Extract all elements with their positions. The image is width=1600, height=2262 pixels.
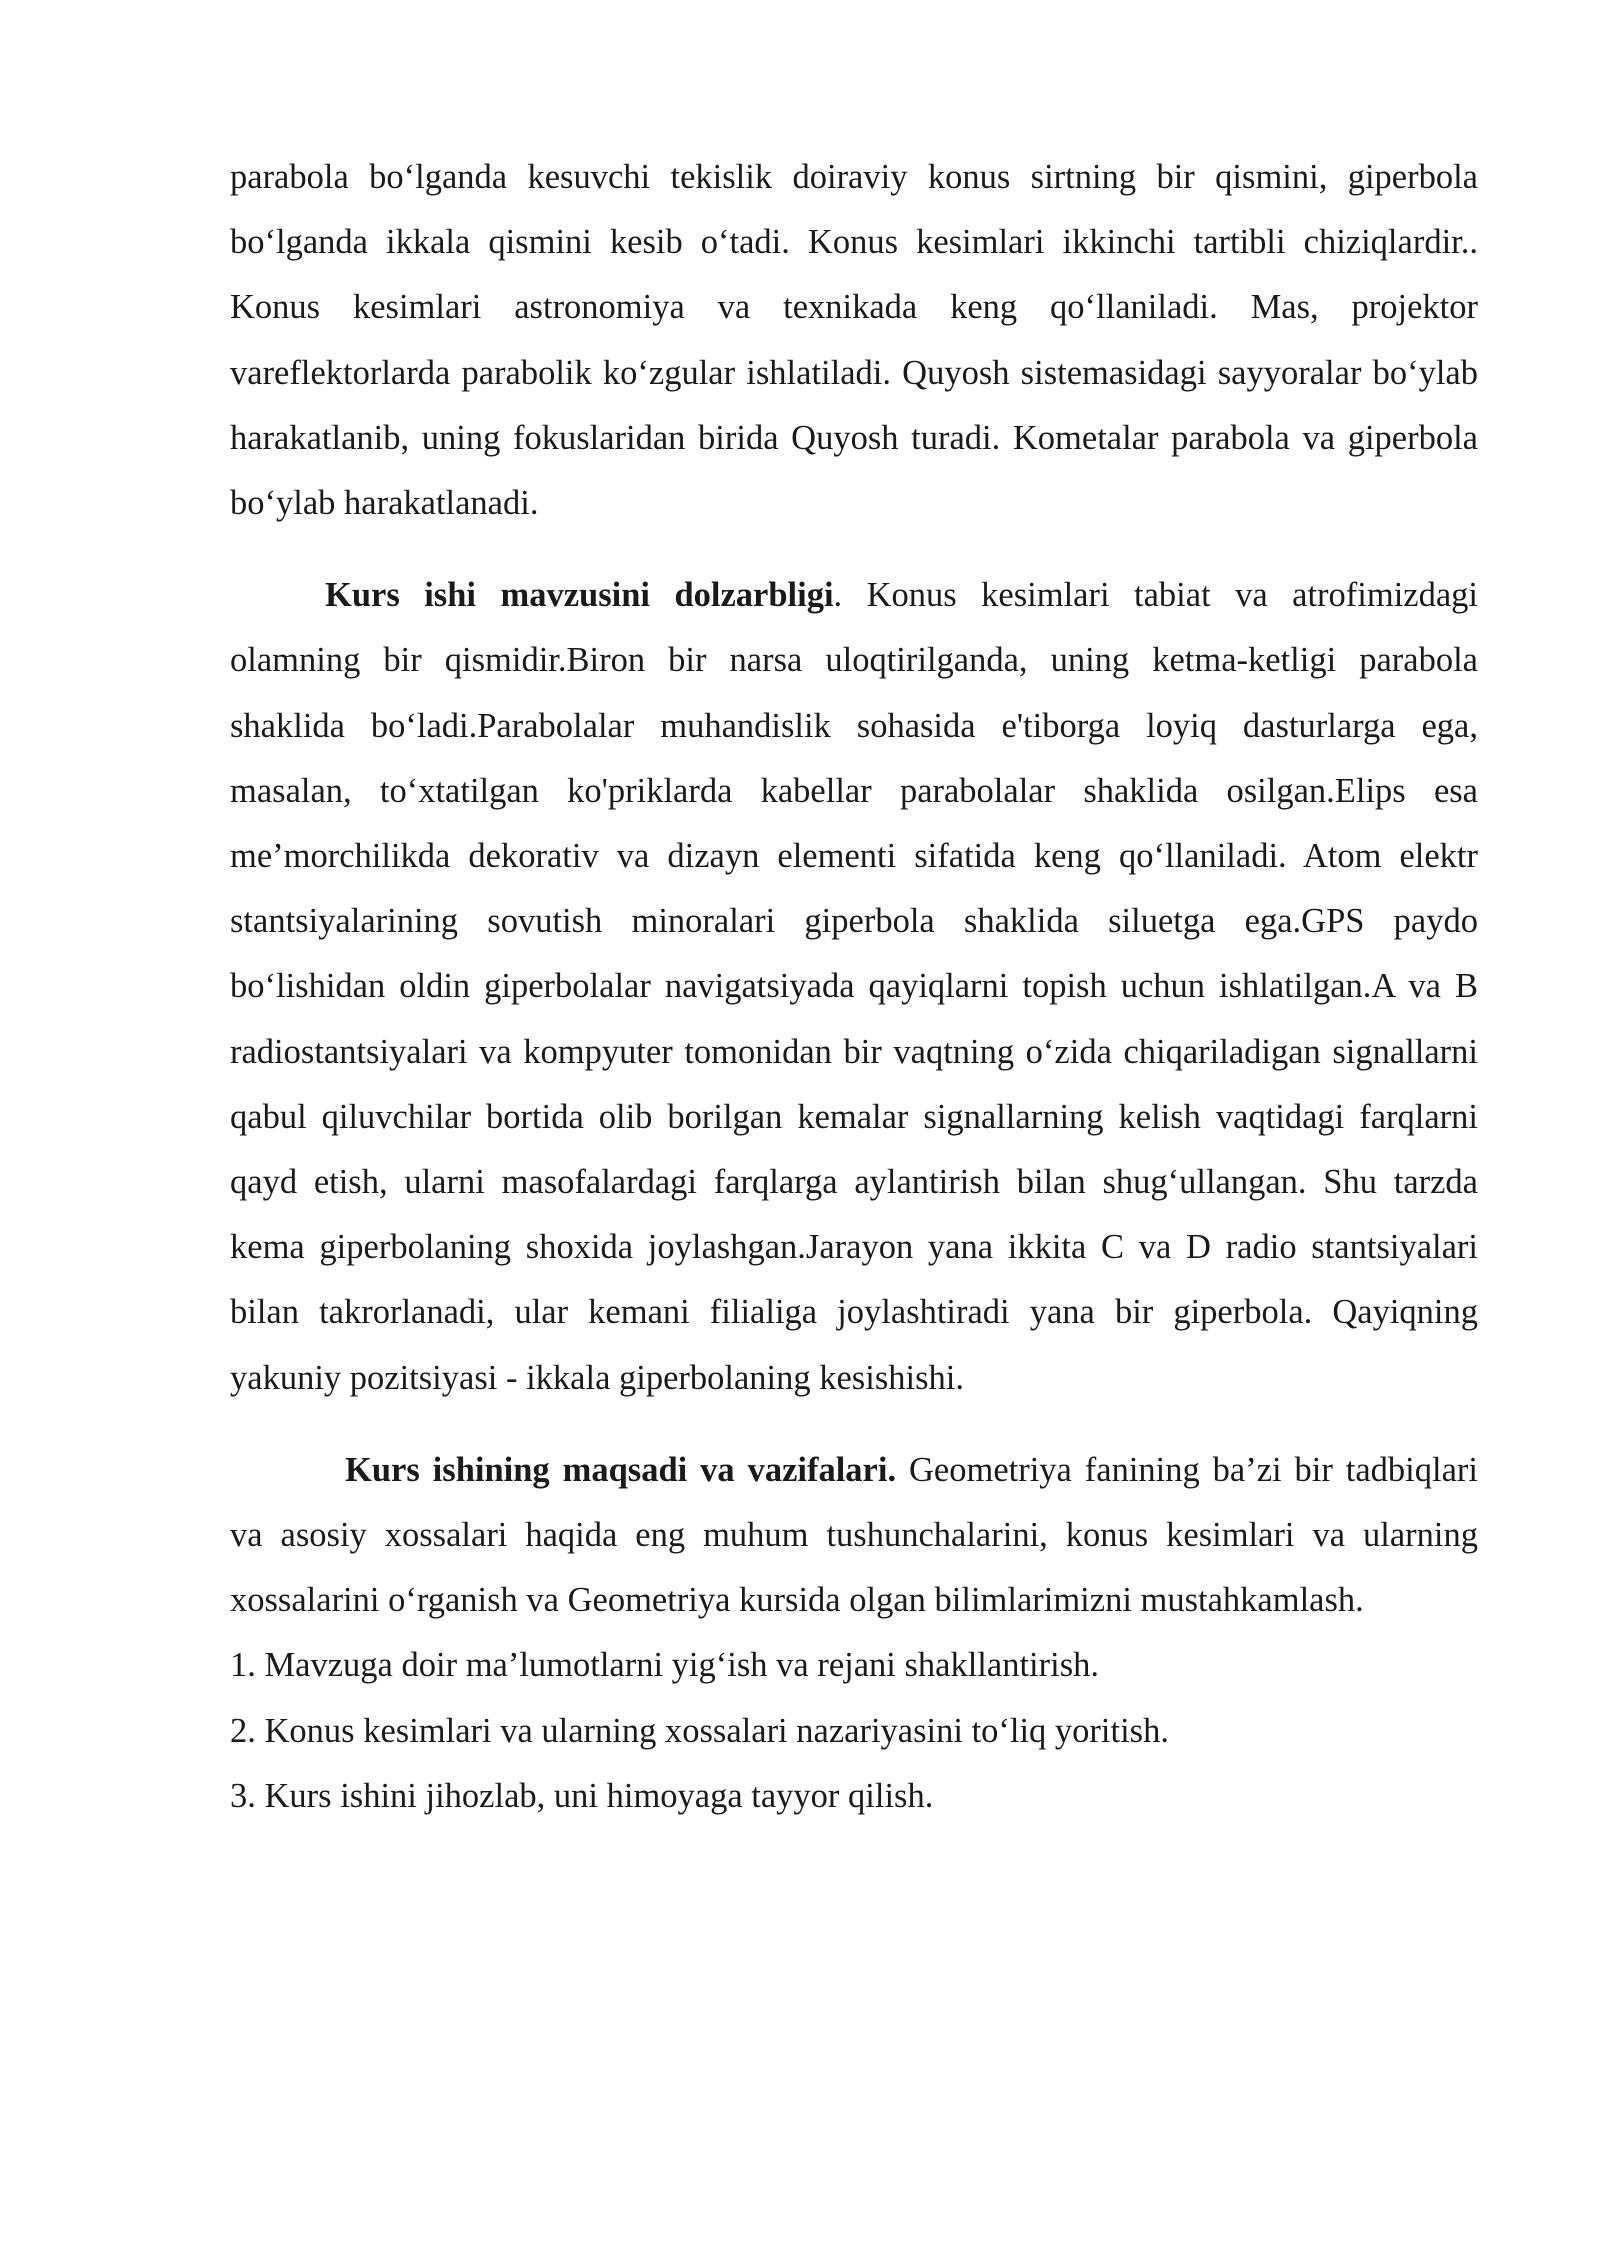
goals-body: Geometriya fanining ba’zi bir tadbiqlari va asosiy xossalari haqida eng muhum tushunchalarini, konus kesimlari va ularning xossalarini o‘rganish va Geometriya kursida olgan bilimlarimizni mustahkamlash.	[230, 1450, 1478, 1620]
relevance-heading: Kurs ishi mavzusini dolzarbligi	[325, 576, 834, 615]
paragraph-relevance	[230, 563, 1478, 1411]
relevance-body: . Konus kesimlari tabiat va atrofimizdagi olamning bir qismidir.Biron bir narsa uloqtirilganda, uning ketma-ketligi parabola shaklida bo‘ladi.Parabolalar muhandislik sohasida e'tiborga loyiq dasturlarga ega, masalan, to‘xtatilgan ko'priklarda kabellar parabolalar shaklida osilgan.Elips esa me’morchilikda dekorativ va dizayn elementi sifatida keng qo‘llaniladi. Atom elektr stantsiyalarining sovutish minoralari giperbola shaklida siluetga ega.GPS paydo bo‘lishidan oldin giperbolalar navigatsiyada qayiqlarni topish uchun ishlatilgan.A va B radiostantsiyalari va kompyuter tomonidan bir vaqtning o‘zida chiqariladigan signallarni qabul qiluvchilar bortida olib borilgan kemalar signallarning kelish vaqtidagi farqlarni qayd etish, ularni masofalardagi farqlarga aylantirish bilan shug‘ullangan. Shu tarzda kema giperbolaning shoxida joylashgan.Jarayon yana ikkita C va D radio stantsiyalari bilan takrorlanadi, ular kemani filialiga joylashtiradi yana bir giperbola. Qayiqning yakuniy pozitsiyasi - ikkala giperbolaning kesishishi.	[230, 576, 1478, 1397]
goals-heading: Kurs ishining maqsadi va vazifalari.	[345, 1450, 897, 1489]
task-item-2: 2. Konus kesimlari va ularning xossalari nazariyasini to‘liq yoritish.	[230, 1711, 1169, 1750]
tasks-list	[230, 1633, 1478, 1829]
document-page	[230, 145, 1478, 1829]
paragraph-goals	[230, 1438, 1478, 1634]
task-item-1: 1. Mavzuga doir ma’lumotlarni yig‘ish va rejani shakllantirish.	[230, 1646, 1100, 1685]
task-item-3: 3. Kurs ishini jihozlab, uni himoyaga tayyor qilish.	[230, 1776, 934, 1815]
paragraph-conic-sections-intro: parabola bo‘lganda kesuvchi tekislik doiraviy konus sirtning bir qismini, giperbola bo‘lganda ikkala qismini kesib o‘tadi. Konus kesimlari ikkinchi tartibli chiziqlardir.. Konus kesimlari astronomiya va texnikada keng qo‘llaniladi. Mas, projektor vareflektorlarda parabolik ko‘zgular ishlatiladi. Quyosh sistemasidagi sayyoralar bo‘ylab harakatlanib, uning fokuslaridan birida Quyosh turadi. Kometalar parabola va giperbola bo‘ylab harakatlanadi.	[230, 158, 1478, 523]
